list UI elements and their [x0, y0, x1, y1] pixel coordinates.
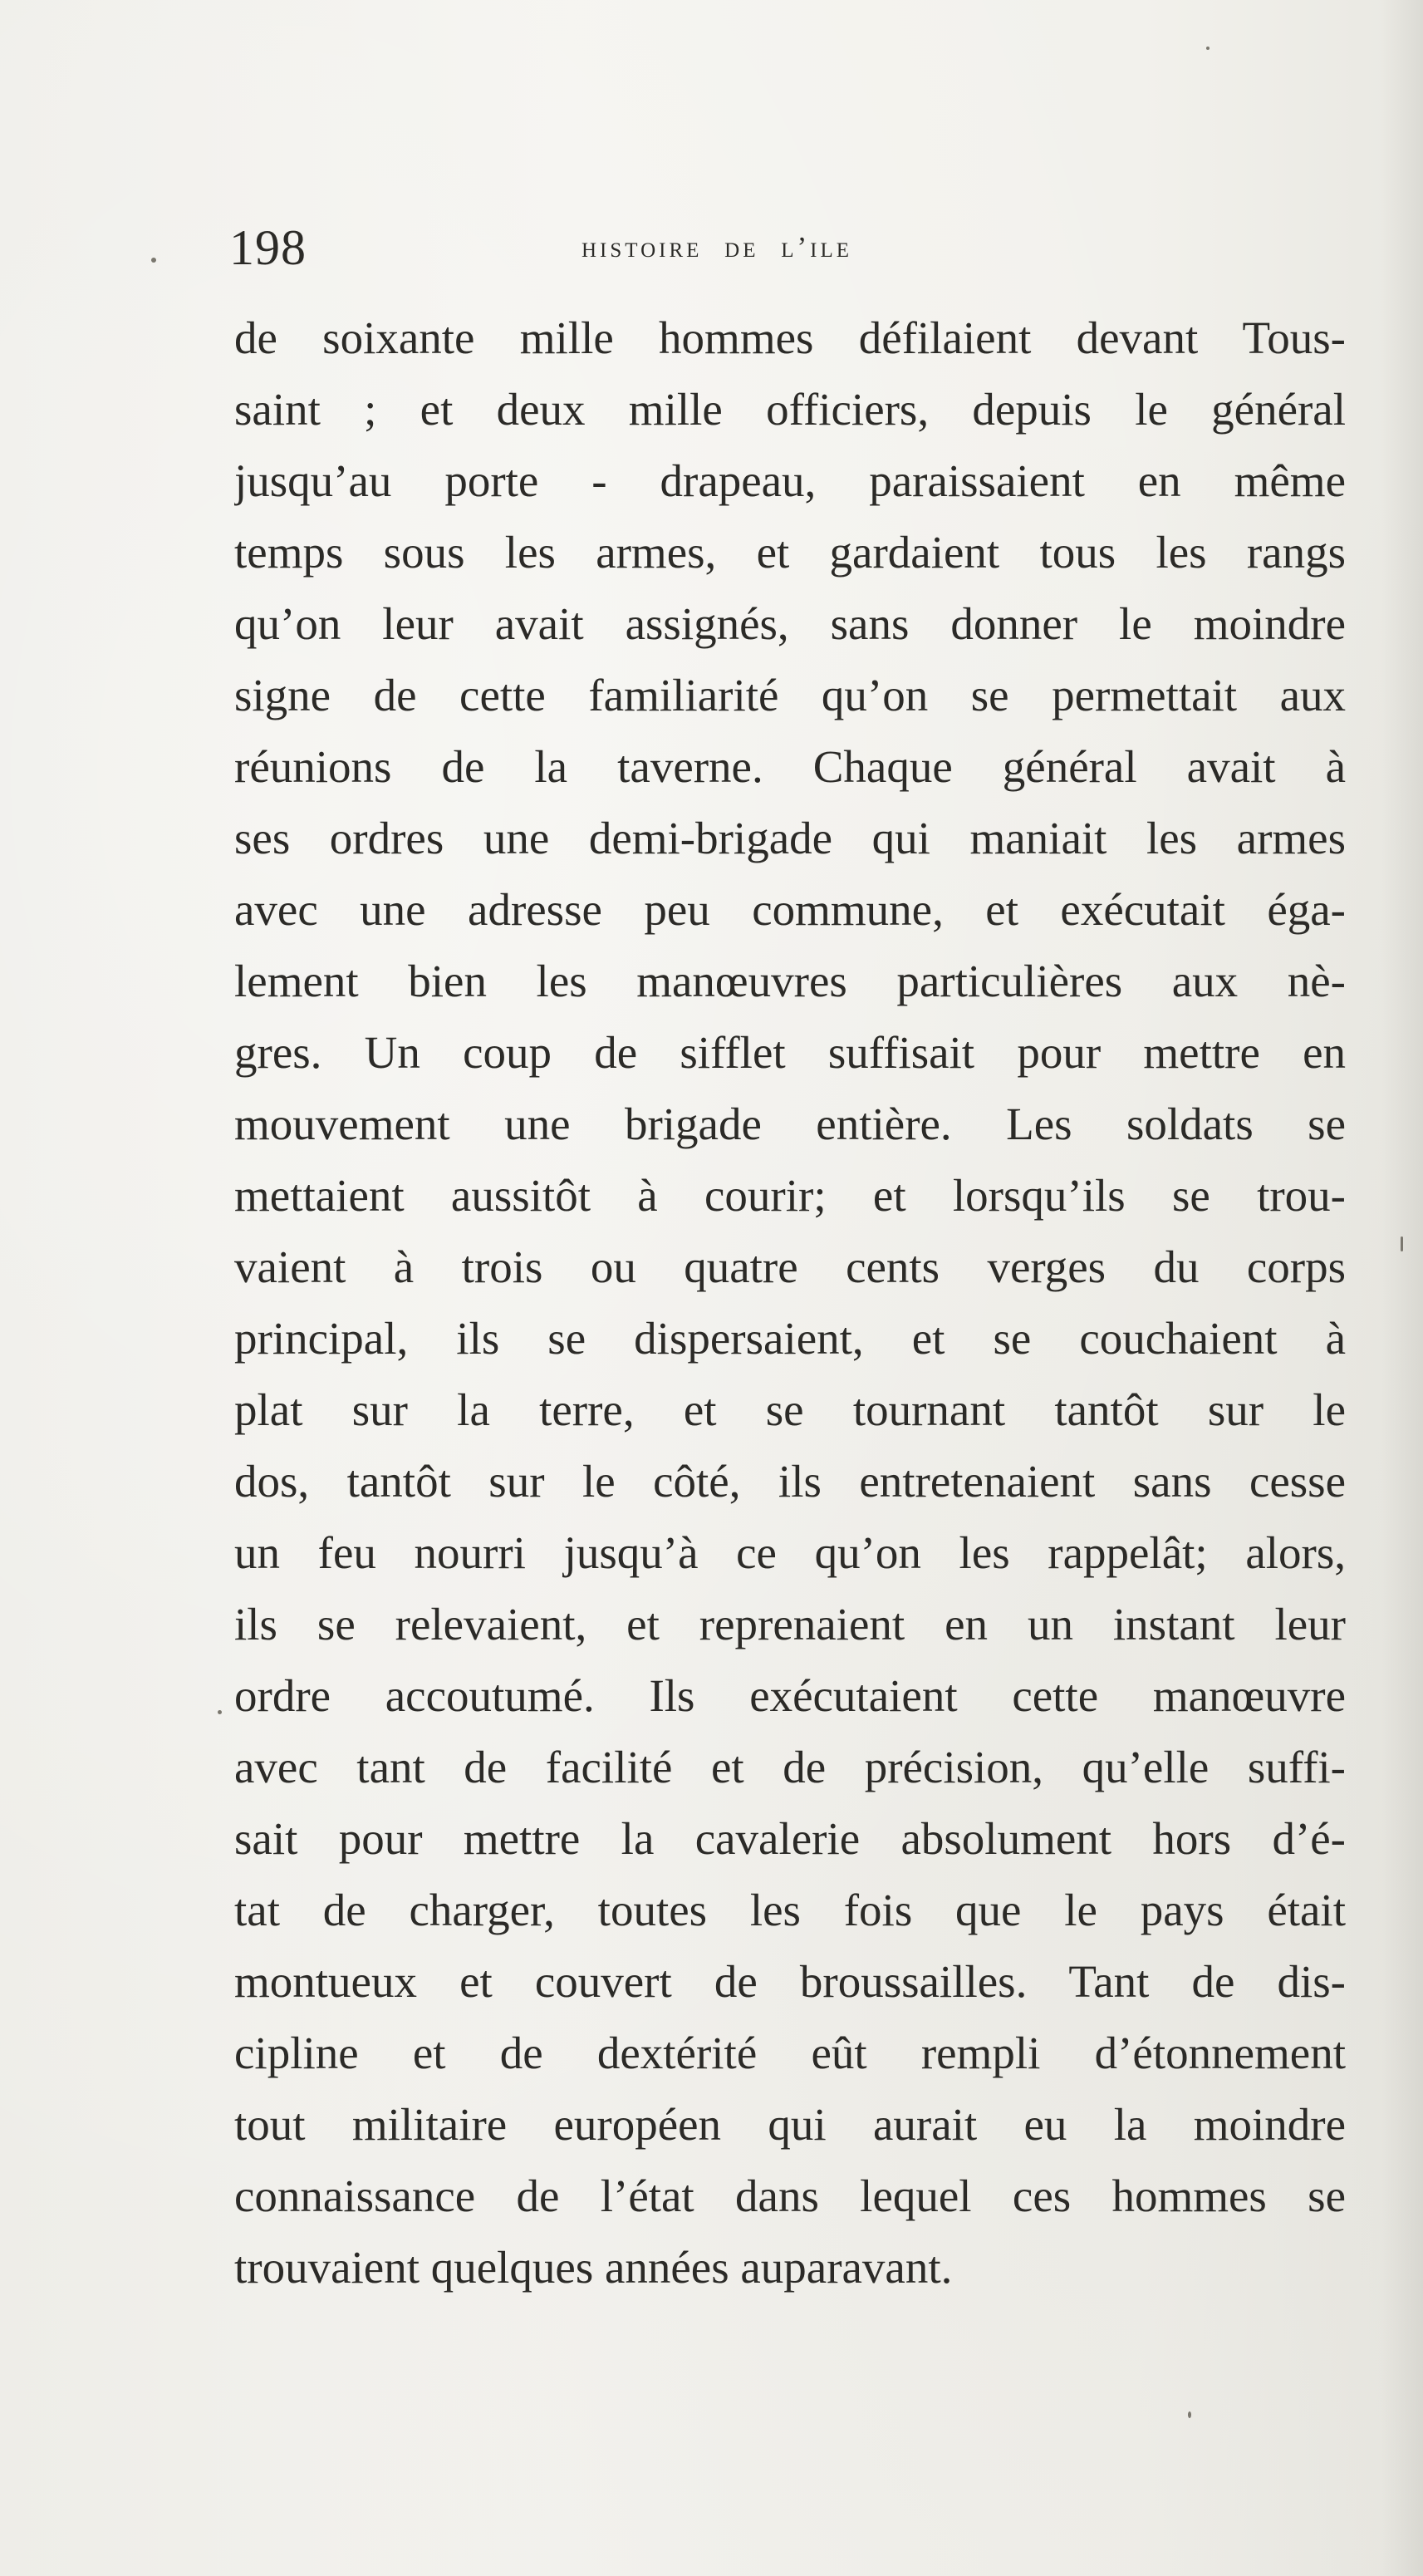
text-line: lement bien les manœuvres particulières aux nè- [234, 956, 1346, 1006]
text-line: sait pour mettre la cavalerie absolument hors d’é- [234, 1813, 1346, 1864]
text-line: avec tant de facilité et de précision, qu’elle suffi- [234, 1742, 1346, 1792]
text-line: tat de charger, toutes les fois que le pays était [234, 1885, 1346, 1935]
text-line: ils se relevaient, et reprenaient en un instant leur [234, 1599, 1346, 1649]
text-line: un feu nourri jusqu’à ce qu’on les rappelât; alors, [234, 1527, 1346, 1578]
text-line: réunions de la taverne. Chaque général avait à [234, 741, 1346, 792]
text-line: jusqu’au porte - drapeau, paraissaient en même [234, 455, 1346, 506]
text-line: montueux et couvert de broussailles. Tant de dis- [234, 1956, 1346, 2007]
paper-speck [218, 1710, 222, 1714]
text-line: gres. Un coup de sifflet suffisait pour mettre en [234, 1027, 1346, 1078]
text-line: avec une adresse peu commune, et exécutait éga- [234, 884, 1346, 935]
text-line: mouvement une brigade entière. Les soldats se [234, 1099, 1346, 1149]
text-line: temps sous les armes, et gardaient tous les rangs [234, 527, 1346, 578]
text-line: cipline et de dextérité eût rempli d’étonnement [234, 2028, 1346, 2078]
running-title: histoire de l’ile [581, 231, 853, 263]
running-head [229, 214, 1351, 281]
paper-speck [151, 258, 156, 263]
text-line: connaissance de l’état dans lequel ces hommes se [234, 2170, 1346, 2221]
text-line: trouvaient quelques années auparavant. [234, 2242, 953, 2293]
paper-speck [1401, 1236, 1403, 1251]
paper-speck [1206, 47, 1210, 50]
text-line: plat sur la terre, et se tournant tantôt sur le [234, 1384, 1346, 1435]
text-line: saint ; et deux mille officiers, depuis le général [234, 384, 1346, 435]
page-number: 198 [229, 220, 307, 275]
page-edge-shadow [1381, 0, 1423, 2576]
text-line: vaient à trois ou quatre cents verges du corps [234, 1241, 1346, 1292]
text-line: ses ordres une demi-brigade qui maniait les armes [234, 813, 1346, 863]
paper-speck [1188, 2411, 1191, 2418]
text-line: dos, tantôt sur le côté, ils entretenaient sans cesse [234, 1456, 1346, 1507]
text-line: tout militaire européen qui aurait eu la moindre [234, 2099, 1346, 2150]
text-line: mettaient aussitôt à courir; et lorsqu’ils se trou- [234, 1170, 1346, 1221]
text-line: ordre accoutumé. Ils exécutaient cette manœuvre [234, 1670, 1346, 1721]
body-text [234, 302, 1346, 2303]
text-line: qu’on leur avait assignés, sans donner le moindre [234, 598, 1346, 649]
text-line: principal, ils se dispersaient, et se couchaient à [234, 1313, 1346, 1364]
text-line: signe de cette familiarité qu’on se permettait aux [234, 670, 1346, 720]
text-line: de soixante mille hommes défilaient devant Tous- [234, 312, 1346, 363]
